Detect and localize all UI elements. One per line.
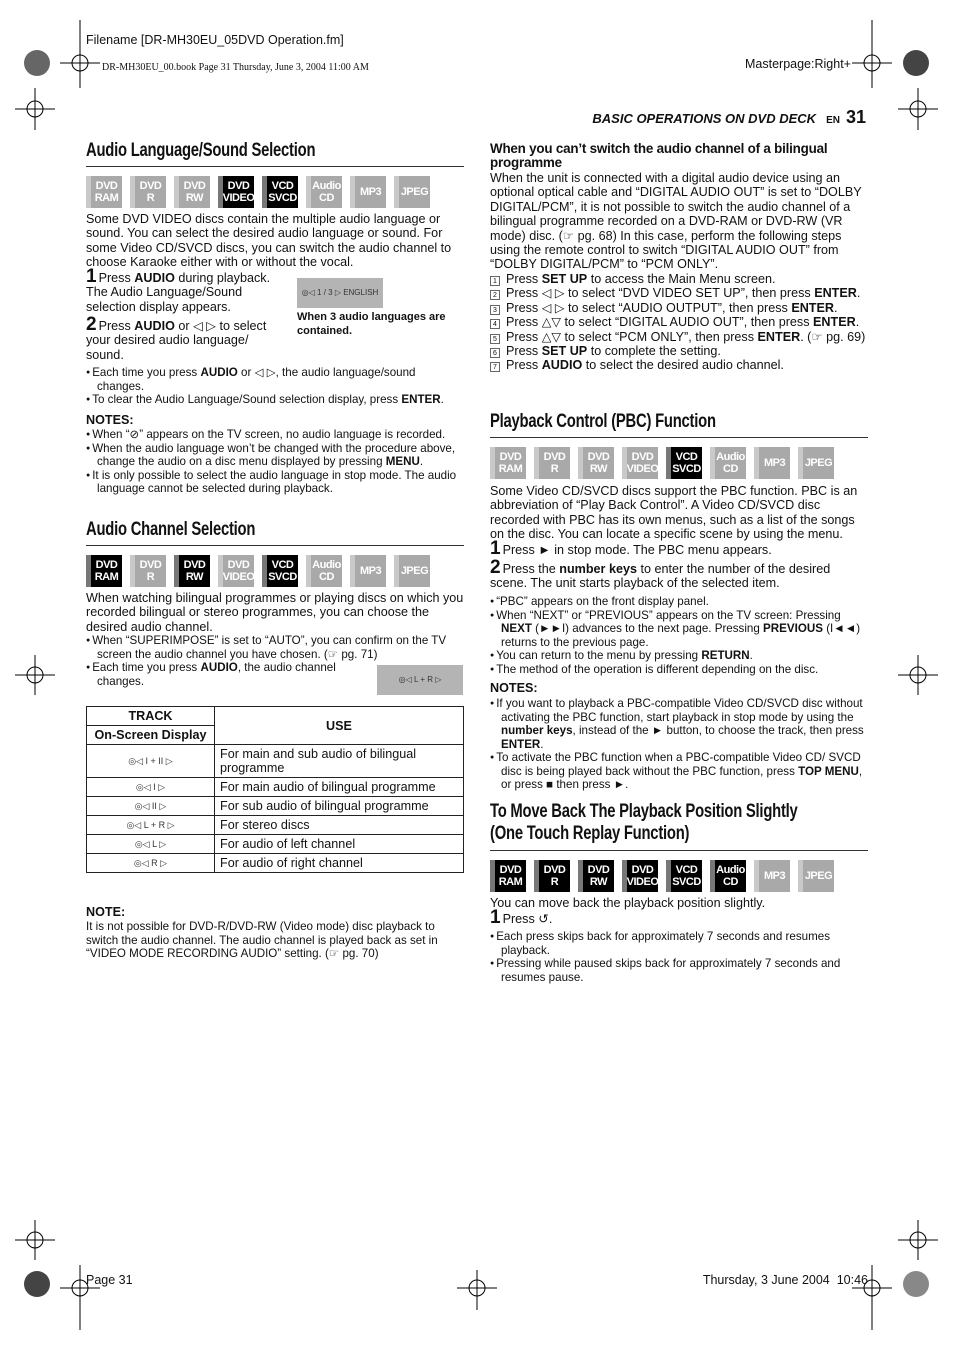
key-name: ENTER: [401, 393, 441, 406]
text-segment: Press △▽ to select “DIGITAL AUDIO OUT”, then press: [506, 315, 814, 330]
use-cell: For main audio of bilingual programme: [215, 778, 464, 797]
setup-step: [490, 286, 868, 300]
disc-type-badge-dvd-ram: [86, 555, 122, 587]
text-segment: Each time you press: [92, 366, 201, 379]
setup-step: [490, 330, 868, 344]
osd-audio-channel-display: ◎◁ L + R ▷: [377, 665, 463, 695]
step-number: 5: [490, 334, 500, 344]
key-name: ENTER: [814, 286, 857, 301]
disc-type-badge-dvd-r: [130, 555, 166, 587]
disc-type-badge-dvd-rw: [174, 555, 210, 587]
badge-label: DVD: [183, 180, 206, 192]
badge-label: DVD: [543, 451, 566, 463]
badge-label: JPEG: [400, 565, 429, 577]
text-segment: You can return to the menu by pressing: [496, 649, 702, 662]
print-filename: Filename [DR-MH30EU_05DVD Operation.fm]: [86, 33, 344, 47]
badge-label: Audio: [312, 180, 341, 192]
badge-label: R: [550, 876, 559, 888]
text-segment: Press ◁ ▷ to select “DVD VIDEO SET UP”, then press: [506, 286, 815, 301]
step-number: 4: [490, 319, 500, 329]
disc-type-badge-jpeg: [394, 176, 430, 208]
pbc-notes: [490, 697, 868, 792]
badge-label: DVD: [183, 559, 206, 571]
pbc-step-2: 2 Press the number keys to enter the number of the desired scene. The unit starts playback of the selected item.: [490, 557, 831, 591]
disc-type-badge-dvd-rw: [578, 860, 614, 892]
divider: [86, 545, 464, 546]
badge-label: VIDEO: [626, 463, 659, 475]
badge-label: SVCD: [268, 192, 297, 204]
badge-label: RW: [589, 876, 608, 888]
bullet-item: [490, 609, 868, 650]
table-row: [87, 854, 464, 873]
table-row: [87, 778, 464, 797]
disc-badges-audio-channel: [86, 555, 430, 587]
bullet-item: [86, 428, 464, 442]
badge-label: MP3: [359, 186, 382, 198]
bullet-item: [490, 930, 868, 957]
text-segment: , or press ■ then press ►.: [501, 764, 863, 791]
step-number: 7: [490, 362, 500, 372]
badge-label: RW: [589, 463, 608, 475]
setup-step: [490, 344, 868, 358]
badge-label: JPEG: [804, 457, 833, 469]
replay-step-1: 1 Press ↺.: [490, 907, 553, 928]
disc-type-badge-vcd-svcd: [262, 555, 298, 587]
text-segment: To clear the Audio Language/Sound selection display, press: [92, 393, 402, 406]
key-name: ENTER: [501, 737, 541, 751]
badge-label: DVD: [587, 451, 610, 463]
divider: [86, 166, 464, 167]
text-segment: Press: [506, 358, 542, 373]
bullet-item: [490, 751, 868, 792]
badge-label: RAM: [94, 192, 119, 204]
text-segment: , instead of the ► button, to choose the track, then press: [572, 724, 864, 737]
section-title-replay-sub: (One Touch Replay Function): [490, 823, 690, 844]
section-title-audio-channel: Audio Channel Selection: [86, 519, 256, 540]
badge-label: DVD: [95, 180, 118, 192]
section-title-replay: To Move Back The Playback Position Slightly: [490, 801, 798, 822]
text-segment: Press: [98, 319, 135, 333]
osd-caption: When 3 audio languages are contained.: [297, 311, 446, 337]
text-segment: (►►I) advances to the next page. Pressing: [531, 622, 764, 635]
use-cell: For audio of left channel: [215, 835, 464, 854]
text-segment: Press: [506, 272, 542, 286]
text-segment: , the audio channel changes.: [97, 661, 336, 688]
key-name: AUDIO: [200, 366, 238, 379]
bilingual-steps: [490, 272, 868, 373]
key-name: PREVIOUS: [763, 622, 823, 635]
notes-heading: NOTES:: [490, 681, 538, 695]
disc-type-badge-mp3: [754, 860, 790, 892]
badge-label: VIDEO: [222, 571, 255, 583]
disc-type-badge-dvd-ram: [490, 447, 526, 479]
badge-label: MP3: [763, 457, 786, 469]
bullet-item: [490, 957, 868, 984]
footer-page: Page 31: [86, 1273, 133, 1287]
badge-label: Audio: [716, 451, 745, 463]
badge-label: DVD: [543, 864, 566, 876]
audio-language-intro: Some DVD VIDEO discs contain the multiple audio language or sound. You can select the desired audio language or sound. For some Video CD/SVCD discs, you can switch the audio channel to choose Karaoke either with or without the vocal.: [86, 212, 452, 270]
text-segment: to select the desired audio channel.: [582, 358, 784, 373]
badge-label: DVD: [139, 559, 162, 571]
step-number: 3: [490, 305, 500, 315]
setup-step: [490, 358, 868, 372]
disc-type-badge-jpeg: [798, 860, 834, 892]
step-number: 6: [490, 348, 500, 358]
badge-label: Audio: [716, 864, 745, 876]
bullet-item: [86, 366, 464, 393]
use-cell: For audio of right channel: [215, 854, 464, 873]
print-masterpage: Masterpage:Right+: [745, 57, 851, 71]
disc-type-badge-dvd-ram: [490, 860, 526, 892]
disc-type-badge-dvd-video: [218, 555, 254, 587]
badge-label: VCD: [675, 864, 698, 876]
text-segment: Each press skips back for approximately 7 seconds and resumes playback.: [496, 930, 830, 957]
divider: [490, 850, 868, 851]
key-name: SET UP: [541, 344, 588, 359]
disc-type-badge-mp3: [754, 447, 790, 479]
badge-label: DVD: [139, 180, 162, 192]
print-book-info: DR-MH30EU_00.book Page 31 Thursday, June 3, 2004 11:00 AM: [102, 62, 369, 73]
badge-label: SVCD: [268, 571, 297, 583]
pbc-intro: Some Video CD/SVCD discs support the PBC function. PBC is an abbreviation of “Play Back Control”. A Video CD/SVCD disc recorded with PBC has its own menus, such as a list of the songs on the disc. You can locate a specific scene by using the menu.: [490, 484, 858, 542]
badge-label: VIDEO: [222, 192, 255, 204]
key-name: MENU: [385, 455, 420, 468]
badge-label: DVD: [499, 451, 522, 463]
badge-label: RAM: [498, 876, 523, 888]
badge-label: CD: [723, 876, 738, 888]
running-head-lang: EN: [826, 115, 840, 126]
text-segment: Press ◁ ▷ to select “AUDIO OUTPUT”, then press: [506, 300, 792, 315]
osd-cell: ◎◁ L + R ▷: [87, 816, 215, 835]
badge-label: DVD: [499, 864, 522, 876]
text-segment: to complete the setting.: [587, 344, 721, 359]
text-segment: When “NEXT” or “PREVIOUS” appears on the TV screen: Pressing: [496, 608, 841, 622]
disc-badges-replay: [490, 860, 834, 892]
bullet-item: [490, 697, 868, 751]
bullet-item: [86, 469, 464, 496]
table-row: [87, 835, 464, 854]
badge-label: DVD: [631, 864, 654, 876]
key-name: SET UP: [541, 272, 588, 286]
table-row: [87, 797, 464, 816]
text-segment: The method of the operation is different depending on the disc.: [496, 662, 819, 676]
pbc-bullets: [490, 595, 868, 676]
badge-label: R: [550, 463, 559, 475]
osd-cell: ◎◁ I + II ▷: [87, 745, 215, 778]
use-cell: For stereo discs: [215, 816, 464, 835]
key-name: TOP MENU: [798, 764, 859, 778]
setup-step: [490, 301, 868, 315]
text-segment: during playback. The Audio Language/Sound selection display appears.: [86, 271, 271, 314]
bilingual-intro: When the unit is connected with a digital audio device using an optional optical cable and “DIGITAL AUDIO OUT” is set to “DOLBY DIGITAL/PCM”, it is not possible to switch the audio channel of a bilingual programme recorded on a DVD-RAM or DVD-RW (VR mode) disc. (☞ pg. 68) In this case, perform the following steps using the remote control to switch “DIGITAL AUDIO OUT” from “DOLBY DIGITAL/PCM” to “PCM ONLY”.: [490, 171, 862, 272]
disc-type-badge-audio-cd: [306, 555, 342, 587]
notes-heading: NOTES:: [86, 413, 134, 427]
disc-type-badge-vcd-svcd: [666, 447, 702, 479]
text-segment: . (☞ pg. 69): [800, 329, 866, 344]
footer-date: Thursday, 3 June 2004 10:46: [702, 1273, 868, 1287]
use-cell: For main and sub audio of bilingual programme: [215, 745, 464, 778]
text-segment: .: [749, 649, 753, 662]
disc-type-badge-audio-cd: [710, 447, 746, 479]
osd-cell: ◎◁ L ▷: [87, 835, 215, 854]
disc-type-badge-mp3: [350, 176, 386, 208]
disc-type-badge-audio-cd: [306, 176, 342, 208]
badge-label: CD: [723, 463, 738, 475]
text-segment: or ◁ ▷ to select your desired audio language/ sound.: [86, 319, 267, 362]
table-row: [87, 745, 464, 778]
osd-cell: ◎◁ II ▷: [87, 797, 215, 816]
badge-label: JPEG: [804, 870, 833, 882]
running-head-title: BASIC OPERATIONS ON DVD DECK: [592, 111, 817, 126]
setup-step: [490, 272, 868, 286]
disc-type-badge-jpeg: [394, 555, 430, 587]
badge-label: VCD: [675, 451, 698, 463]
badge-label: DVD: [631, 451, 654, 463]
text-segment: To activate the PBC function when a PBC-compatible Video CD/ SVCD disc is being played back without the PBC function, press: [496, 751, 861, 778]
badge-label: VIDEO: [626, 876, 659, 888]
bullet-item: [86, 634, 464, 661]
badge-label: SVCD: [672, 463, 701, 475]
bilingual-subtitle: When you can’t switch the audio channel of a bilingual programme: [490, 141, 828, 170]
text-segment: Press: [98, 271, 135, 285]
disc-type-badge-audio-cd: [710, 860, 746, 892]
text-segment: Press ► in stop mode. The PBC menu appears.: [502, 543, 772, 557]
text-segment: (I◄◄) returns to the previous page.: [501, 622, 861, 649]
replay-intro: You can move back the playback position slightly.: [490, 896, 766, 910]
osd-cell: ◎◁ I ▷: [87, 778, 215, 797]
badge-label: R: [146, 571, 155, 583]
section-title-pbc: Playback Control (PBC) Function: [490, 411, 716, 432]
disc-badges-pbc: [490, 447, 834, 479]
badge-label: CD: [319, 571, 334, 583]
text-segment: When the audio language won’t be changed with the procedure above, change the audio on a disc menu displayed by pressing: [92, 441, 456, 468]
disc-type-badge-dvd-video: [218, 176, 254, 208]
bullet-item: [86, 442, 464, 469]
key-name: AUDIO: [134, 319, 175, 333]
text-segment: .: [856, 286, 861, 301]
key-name: NEXT: [501, 622, 532, 635]
bullet-item: [86, 393, 464, 407]
key-name: number keys: [501, 724, 573, 737]
text-segment: Press the: [502, 562, 560, 576]
badge-label: DVD: [227, 559, 250, 571]
text-segment: .: [834, 300, 838, 315]
running-head: [592, 107, 866, 128]
badge-label: DVD: [95, 559, 118, 571]
bullet-item: [490, 663, 868, 677]
header-track: TRACK: [87, 707, 215, 726]
badge-label: DVD: [587, 864, 610, 876]
page-number: 31: [845, 107, 866, 127]
text-segment: It is only possible to select the audio language in stop mode. The audio language cannot be selected during playback.: [92, 468, 457, 495]
text-segment: “PBC” appears on the front display panel.: [496, 595, 709, 608]
key-name: AUDIO: [200, 661, 238, 674]
setup-step: [490, 315, 868, 329]
bullet-item: [490, 649, 868, 663]
key-name: number keys: [559, 562, 637, 576]
header-on-screen-display: On-Screen Display: [87, 726, 215, 745]
badge-label: JPEG: [400, 186, 429, 198]
note-heading: NOTE:: [86, 905, 126, 919]
disc-type-badge-dvd-r: [534, 860, 570, 892]
disc-type-badge-jpeg: [798, 447, 834, 479]
text-segment: .: [419, 455, 424, 468]
badge-label: RAM: [498, 463, 523, 475]
text-segment: When “⊘” appears on the TV screen, no audio language is recorded.: [92, 428, 446, 441]
badge-label: MP3: [763, 870, 786, 882]
badge-label: MP3: [359, 565, 382, 577]
audio-channel-intro: When watching bilingual programmes or playing discs on which you recorded bilingual or stereo programmes, you can choose the desired audio channel.: [86, 591, 464, 634]
disc-type-badge-vcd-svcd: [666, 860, 702, 892]
disc-type-badge-dvd-rw: [174, 176, 210, 208]
step-number: 1: [490, 276, 500, 286]
section-title-audio-language: Audio Language/Sound Selection: [86, 140, 316, 161]
text-segment: Press △▽ to select “PCM ONLY”, then press: [506, 329, 758, 344]
replay-bullets: [490, 930, 868, 984]
badge-label: RAM: [94, 571, 119, 583]
text-segment: or ◁ ▷, the audio language/sound changes.: [97, 366, 416, 393]
text-segment: .: [540, 737, 544, 751]
badge-label: CD: [319, 192, 334, 204]
badge-label: RW: [185, 571, 204, 583]
bullet-item: [490, 595, 868, 609]
text-segment: .: [440, 393, 444, 406]
osd-audio-language-display: ◎◁ 1 / 3 ▷ ENGLISH: [297, 278, 383, 308]
key-name: AUDIO: [541, 358, 583, 373]
audio-language-step-1: 1 Press AUDIO during playback. The Audio Language/Sound selection display appears.: [86, 266, 271, 314]
bullet-item: [86, 661, 366, 688]
step-number: 2: [490, 290, 500, 300]
key-name: ENTER: [791, 300, 834, 315]
key-name: RETURN: [701, 649, 750, 662]
text-segment: to enter the number of the desired scene. The unit starts playback of the selected item.: [490, 562, 831, 591]
disc-type-badge-mp3: [350, 555, 386, 587]
badge-label: SVCD: [672, 876, 701, 888]
disc-type-badge-dvd-r: [534, 447, 570, 479]
text-segment: When “SUPERIMPOSE” is set to “AUTO”, you can confirm on the TV screen the audio channel you have chosen. (☞ pg. 71): [92, 634, 447, 661]
text-segment: Press: [506, 344, 542, 359]
text-segment: Pressing while paused skips back for approximately 7 seconds and resumes pause.: [496, 957, 841, 984]
badge-label: DVD: [227, 180, 250, 192]
divider: [490, 437, 868, 438]
text-segment: If you want to playback a PBC-compatible Video CD/SVCD disc without activating the PBC function, start playback in stop mode by using the: [496, 697, 863, 724]
audio-language-step-2: 2 Press AUDIO or ◁ ▷ to select your desired audio language/ sound.: [86, 314, 267, 362]
disc-type-badge-dvd-r: [130, 176, 166, 208]
disc-type-badge-dvd-ram: [86, 176, 122, 208]
key-name: ENTER: [813, 315, 856, 330]
header-use: USE: [215, 707, 464, 745]
badge-label: Audio: [312, 559, 341, 571]
key-name: ENTER: [757, 329, 801, 344]
audio-channel-note: It is not possible for DVD-R/DVD-RW (Video mode) disc playback to switch the audio channel. The audio channel is played back as set in “VIDEO MODE RECORDING AUDIO” setting. (☞ pg. 70): [86, 920, 438, 960]
audio-channel-table: [86, 706, 464, 873]
badge-label: R: [146, 192, 155, 204]
pbc-step-1: 1 Press ► in stop mode. The PBC menu appears.: [490, 538, 772, 559]
text-segment: Each time you press: [92, 661, 201, 674]
use-cell: For sub audio of bilingual programme: [215, 797, 464, 816]
disc-type-badge-dvd-video: [622, 447, 658, 479]
osd-cell: ◎◁ R ▷: [87, 854, 215, 873]
text-segment: to access the Main Menu screen.: [587, 272, 776, 286]
disc-type-badge-dvd-rw: [578, 447, 614, 479]
disc-badges-audio-language: [86, 176, 430, 208]
key-name: AUDIO: [134, 271, 175, 285]
audio-language-notes: [86, 428, 464, 496]
text-segment: Press ↺.: [502, 912, 553, 926]
text-segment: .: [855, 315, 860, 330]
badge-label: RW: [185, 192, 204, 204]
badge-label: VCD: [271, 559, 294, 571]
disc-type-badge-dvd-video: [622, 860, 658, 892]
badge-label: VCD: [271, 180, 294, 192]
disc-type-badge-vcd-svcd: [262, 176, 298, 208]
audio-language-bullets: [86, 366, 464, 407]
table-row: [87, 816, 464, 835]
